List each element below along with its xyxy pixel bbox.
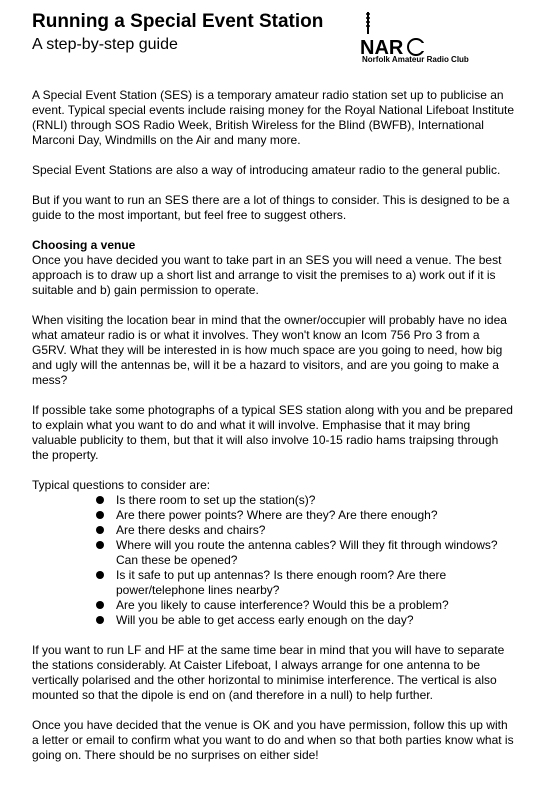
intro-paragraph: A Special Event Station (SES) is a temporary amateur radio station set up to publicise an event. Typical special events include raising money for the Royal National Lifeboat Institute (RNLI) through SOS Radio Week, British Wireless for the Blind (BWFB), International Marconi Day, Windmills on the Air and many more. (32, 88, 515, 147)
page-title: Running a Special Event Station (32, 11, 324, 32)
list-item: Will you be able to get access early enough on the day? (94, 613, 516, 628)
list-item: Is there room to set up the station(s)? (94, 493, 516, 508)
list-item: Are there desks and chairs? (94, 523, 516, 538)
section-heading: Choosing a venue (32, 238, 136, 252)
venue-paragraph: If you want to run LF and HF at the same time bear in mind that you will have to separate the stations considerably. At Caister Lifeboat, I always arrange for one antenna to be vertically polarised and the other horizontal to minimise interference. The vertical is also mounted so that the dipole is end on (and therefore in a null) to help further. (32, 643, 505, 702)
intro-paragraph: But if you want to run an SES there are a lot of things to consider. This is designed to be a guide to the most important, but feel free to suggest others. (32, 193, 510, 222)
questions-intro: Typical questions to consider are: (32, 478, 211, 492)
svg-text:NAR: NAR (360, 37, 404, 59)
list-item: Are there power points? Where are they? Are there enough? (94, 508, 516, 523)
intro-paragraph: Special Event Stations are also a way of introducing amateur radio to the general public. (32, 163, 501, 177)
list-item: Are you likely to cause interference? Would this be a problem? (94, 598, 516, 613)
venue-paragraph: Once you have decided you want to take part in an SES you will need a venue. The best approach is to draw up a short list and arrange to visit the premises to a) work out if it is suitable and b) gain permission to operate. (32, 253, 502, 297)
questions-list (94, 493, 516, 628)
page-subtitle: A step-by-step guide (32, 36, 178, 53)
list-item: Where will you route the antenna cables? Will they fit through windows? Can these be opened? (94, 538, 516, 568)
venue-paragraph: When visiting the location bear in mind that the owner/occupier will probably have no idea what amateur radio is or what it involves. They won't know an Icom 756 Pro 3 from a G5RV. What they will be interested in is how much space are you going to need, how big and ugly will the antennas be, will it be a hazard to visitors, and are you going to make a mess? (32, 313, 507, 387)
document-body (32, 88, 516, 778)
list-item: Is it safe to put up antennas? Is there enough room? Are there power/telephone lines nearby? (94, 568, 516, 598)
venue-paragraph: If possible take some photographs of a typical SES station along with you and be prepared to explain what you want to do and what it will involve. Emphasise that it may bring valuable publicity to them, but that it will also involve 10-15 radio hams traipsing through the property. (32, 403, 513, 462)
club-name: Norfolk Amateur Radio Club (362, 55, 469, 64)
venue-paragraph: Once you have decided that the venue is OK and you have permission, follow this up with a letter or email to confirm what you want to do and when so that both parties know what is going on. There should be no surprises on either side! (32, 718, 514, 762)
